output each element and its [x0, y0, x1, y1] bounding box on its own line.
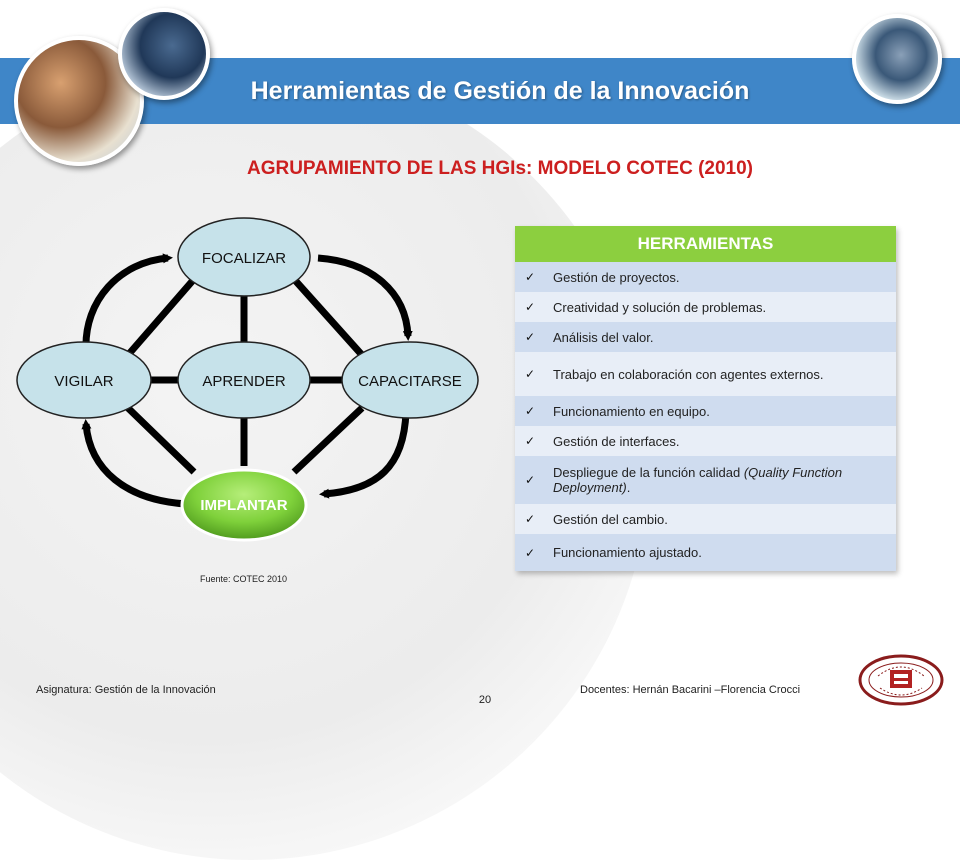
footer-course: Asignatura: Gestión de la Innovación	[36, 684, 216, 696]
page-number: 20	[478, 694, 492, 706]
connector-capacitarse-implantar	[294, 408, 362, 472]
checkmark-icon: ✓	[525, 367, 536, 381]
tool-item-label: Gestión de interfaces.	[553, 433, 680, 449]
connector-focalizar-capacitarse	[293, 278, 362, 355]
checkmark-icon: ✓	[525, 512, 536, 526]
slide-title: Herramientas de Gestión de la Innovación	[250, 77, 750, 105]
node-focalizar-label: FOCALIZAR	[201, 250, 287, 267]
arrow-capacitarse-to-implantar	[324, 412, 406, 494]
tools-header: HERRAMIENTAS	[515, 226, 896, 262]
node-implantar-label: IMPLANTAR	[200, 497, 288, 514]
checkmark-icon: ✓	[525, 270, 536, 284]
tool-item-label: Creatividad y solución de problemas.	[553, 299, 767, 315]
tool-item-label: Análisis del valor.	[553, 329, 654, 345]
arrow-vigilar-to-focalizar	[86, 258, 168, 350]
checkmark-icon: ✓	[525, 404, 536, 418]
tool-item-label: Funcionamiento en equipo.	[553, 403, 710, 419]
node-vigilar-label: VIGILAR	[54, 373, 114, 390]
tool-item	[515, 292, 896, 322]
tool-item	[515, 396, 896, 426]
tool-item	[515, 456, 896, 504]
tool-item-label: Gestión del cambio.	[553, 511, 668, 527]
photo-handshake	[118, 8, 210, 100]
tool-item	[515, 426, 896, 456]
footer-teachers: Docentes: Hernán Bacarini –Florencia Crocci	[580, 684, 801, 696]
diagram-source: Fuente: COTEC 2010	[200, 574, 288, 584]
connector-focalizar-vigilar	[128, 278, 195, 355]
tool-item-label: Gestión de proyectos.	[553, 269, 680, 285]
tool-item	[515, 504, 896, 534]
cotec-model-diagram	[0, 200, 500, 560]
checkmark-icon: ✓	[525, 434, 536, 448]
node-aprender-label: APRENDER	[202, 373, 286, 390]
tool-item	[515, 262, 896, 292]
tool-item-label: Funcionamiento ajustado.	[553, 545, 702, 560]
node-capacitarse-label: CAPACITARSE	[358, 373, 462, 390]
section-subtitle: AGRUPAMIENTO DE LAS HGIs: MODELO COTEC (2010)	[246, 158, 753, 179]
tool-item	[515, 322, 896, 352]
checkmark-icon: ✓	[525, 545, 536, 560]
tool-item	[515, 352, 896, 396]
arrow-implantar-to-vigilar	[86, 424, 186, 504]
checkmark-icon: ✓	[525, 330, 536, 344]
university-seal-logo	[858, 654, 944, 706]
connector-vigilar-implantar	[128, 408, 194, 472]
tool-item	[515, 534, 896, 571]
photo-businessman	[852, 14, 942, 104]
tool-item-label-qfd: Despliegue de la función calidad (Quality Function Deployment).	[553, 465, 843, 495]
tools-table	[515, 226, 896, 571]
checkmark-icon: ✓	[525, 473, 536, 487]
checkmark-icon: ✓	[525, 300, 536, 314]
tool-item-label: Trabajo en colaboración con agentes externos.	[553, 366, 824, 382]
